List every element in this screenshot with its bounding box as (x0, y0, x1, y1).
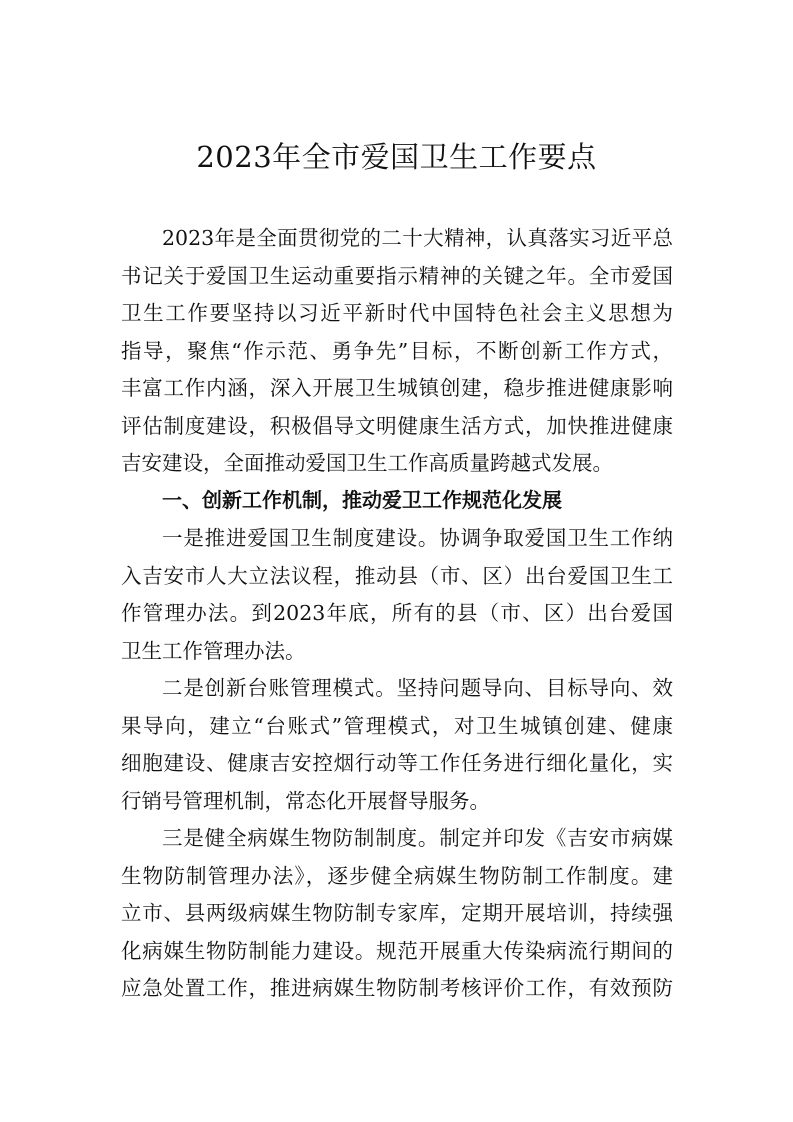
item1-line-1: 一是推进爱国卫生制度建设。协调争取爱国卫生工作纳 (162, 526, 673, 550)
item3-line-2: 生物防制管理办法》，逐步健全病媒生物防制工作制度。建 (121, 864, 673, 888)
item2-line-4: 行销号管理机制，常态化开展督导服务。 (121, 789, 490, 813)
section-heading-1: 一、创新工作机制，推动爱卫工作规范化发展 (162, 488, 562, 512)
item2-line-2: 果导向，建立“台账式”管理模式，对卫生城镇创建、健康 (121, 714, 673, 738)
intro-line-5: 丰富工作内涵，深入开展卫生城镇创建，稳步推进健康影响 (121, 376, 673, 400)
intro-line-6: 评估制度建设，积极倡导文明健康生活方式，加快推进健康 (121, 414, 673, 438)
item1-line-2: 入吉安市人大立法议程，推动县（市、区）出台爱国卫生工 (121, 564, 673, 588)
item1-line-3: 作管理办法。到2023年底，所有的县（市、区）出台爱国 (121, 601, 673, 625)
intro-line-3: 卫生工作要坚持以习近平新时代中国特色社会主义思想为 (121, 301, 673, 325)
intro-line-4: 指导，聚焦“作示范、勇争先”目标，不断创新工作方式， (121, 339, 673, 363)
item1-line-4: 卫生工作管理办法。 (121, 639, 306, 663)
item3-line-5: 应急处置工作，推进病媒生物防制考核评价工作，有效预防 (121, 976, 673, 1000)
item2-line-1: 二是创新台账管理模式。坚持问题导向、目标导向、效 (162, 676, 673, 700)
intro-line-2: 书记关于爱国卫生运动重要指示精神的关键之年。全市爱国 (121, 264, 673, 288)
item2-line-3: 细胞建设、健康吉安控烟行动等工作任务进行细化量化，实 (121, 751, 673, 775)
item3-line-1: 三是健全病媒生物防制制度。制定并印发《吉安市病媒 (162, 826, 673, 850)
intro-line-1: 2023年是全面贯彻党的二十大精神，认真落实习近平总 (162, 226, 673, 250)
intro-line-7: 吉安建设，全面推动爱国卫生工作高质量跨越式发展。 (121, 451, 613, 475)
item3-line-3: 立市、县两级病媒生物防制专家库，定期开展培训，持续强 (121, 901, 673, 925)
document-title: 2023年全市爱国卫生工作要点 (196, 140, 597, 174)
item3-line-4: 化病媒生物防制能力建设。规范开展重大传染病流行期间的 (121, 939, 673, 963)
